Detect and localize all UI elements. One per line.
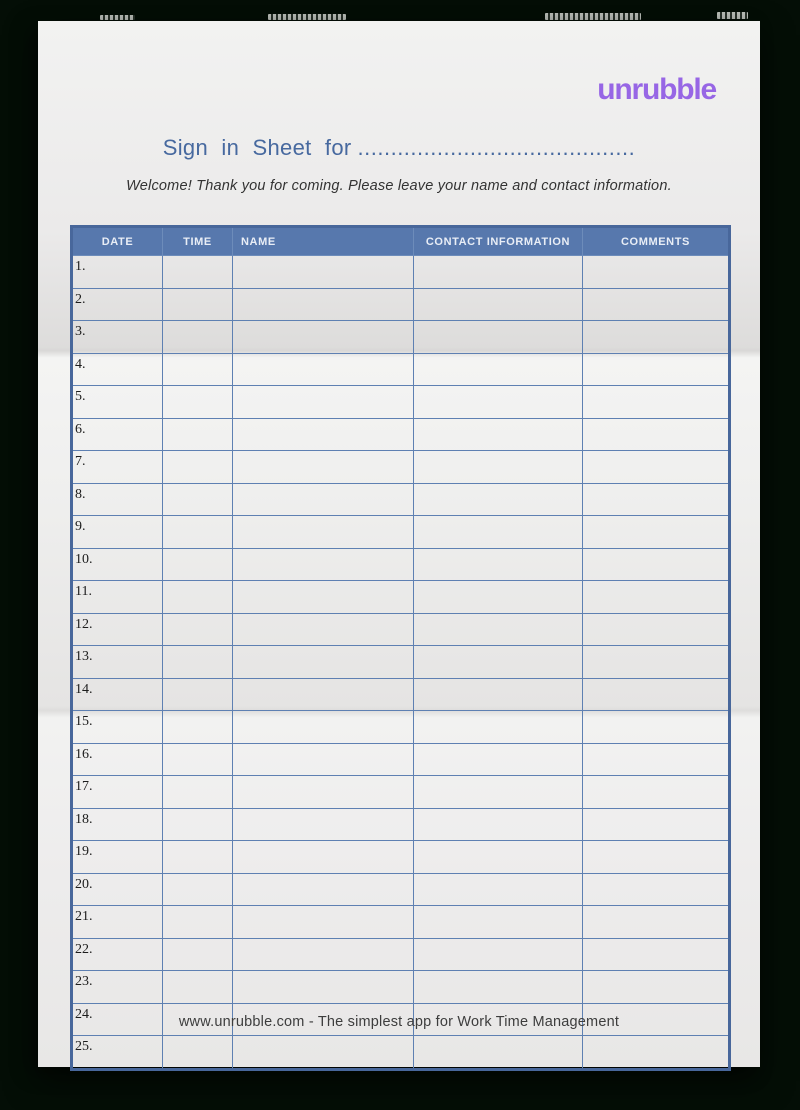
row-number: 15.: [72, 711, 163, 744]
row-number: 10.: [72, 548, 163, 581]
table-row: [72, 548, 730, 581]
cropped-text-fragment: [545, 13, 641, 20]
table-row: [72, 938, 730, 971]
footer-text: www.unrubble.com - The simplest app for Work Time Management: [178, 1014, 620, 1030]
name-cell: [233, 711, 414, 744]
comments-cell: [583, 386, 730, 419]
row-number: 13.: [72, 646, 163, 679]
row-number: 24.: [72, 1003, 163, 1036]
name-cell: [233, 873, 414, 906]
comments-cell: [583, 548, 730, 581]
comments-cell: [583, 938, 730, 971]
table-body: [72, 256, 730, 1070]
column-header-contact-information: CONTACT INFORMATION: [414, 227, 583, 256]
contact-information-cell: [414, 418, 583, 451]
table-row: [72, 418, 730, 451]
date-cell: [163, 548, 233, 581]
date-cell: [163, 516, 233, 549]
row-number: 5.: [72, 386, 163, 419]
comments-cell: [583, 581, 730, 614]
date-cell: [163, 743, 233, 776]
table-row: [72, 743, 730, 776]
contact-information-cell: [414, 288, 583, 321]
name-cell: [233, 386, 414, 419]
date-cell: [163, 418, 233, 451]
comments-cell: [583, 906, 730, 939]
row-number: 20.: [72, 873, 163, 906]
name-cell: [233, 288, 414, 321]
row-number: 7.: [72, 451, 163, 484]
row-number: 17.: [72, 776, 163, 809]
date-cell: [163, 711, 233, 744]
contact-information-cell: [414, 873, 583, 906]
row-number: 4.: [72, 353, 163, 386]
table-row: [72, 386, 730, 419]
table-row: [72, 1036, 730, 1070]
table-row: [72, 873, 730, 906]
contact-information-cell: [414, 581, 583, 614]
comments-cell: [583, 873, 730, 906]
title-text: Sign in Sheet for: [162, 135, 352, 160]
row-number: 3.: [72, 321, 163, 354]
name-cell: [233, 808, 414, 841]
date-cell: [163, 288, 233, 321]
title-fill-in-line: ..........................................: [357, 135, 636, 160]
table-row: [72, 776, 730, 809]
table-row: [72, 906, 730, 939]
name-cell: [233, 321, 414, 354]
name-cell: [233, 971, 414, 1004]
name-cell: [233, 451, 414, 484]
sign-in-table: [70, 225, 731, 1071]
table-row: [72, 678, 730, 711]
name-cell: [233, 581, 414, 614]
row-number: 23.: [72, 971, 163, 1004]
name-cell: [233, 776, 414, 809]
name-cell: [233, 516, 414, 549]
row-number: 9.: [72, 516, 163, 549]
contact-information-cell: [414, 776, 583, 809]
comments-cell: [583, 483, 730, 516]
date-cell: [163, 256, 233, 289]
contact-information-cell: [414, 1036, 583, 1070]
page-title: [38, 135, 760, 161]
name-cell: [233, 1036, 414, 1070]
table-row: [72, 321, 730, 354]
comments-cell: [583, 353, 730, 386]
table-row: [72, 971, 730, 1004]
sign-in-sheet-page: [38, 21, 760, 1067]
date-cell: [163, 451, 233, 484]
row-number: 16.: [72, 743, 163, 776]
comments-cell: [583, 711, 730, 744]
comments-cell: [583, 841, 730, 874]
contact-information-cell: [414, 841, 583, 874]
contact-information-cell: [414, 906, 583, 939]
contact-information-cell: [414, 386, 583, 419]
cropped-text-fragment: [717, 12, 748, 19]
date-cell: [163, 776, 233, 809]
comments-cell: [583, 613, 730, 646]
date-cell: [163, 841, 233, 874]
name-cell: [233, 841, 414, 874]
comments-cell: [583, 1036, 730, 1070]
table-row: [72, 516, 730, 549]
table-row: [72, 711, 730, 744]
contact-information-cell: [414, 548, 583, 581]
table-row: [72, 256, 730, 289]
welcome-note: Welcome! Thank you for coming. Please leave your name and contact information.: [126, 178, 672, 194]
comments-cell: [583, 451, 730, 484]
row-number: 21.: [72, 906, 163, 939]
contact-information-cell: [414, 971, 583, 1004]
table-row: [72, 841, 730, 874]
table-row: [72, 613, 730, 646]
date-cell: [163, 581, 233, 614]
column-header-date: DATE: [72, 227, 163, 256]
name-cell: [233, 743, 414, 776]
table-row: [72, 451, 730, 484]
row-number: 11.: [72, 581, 163, 614]
name-cell: [233, 646, 414, 679]
date-cell: [163, 808, 233, 841]
row-number: 18.: [72, 808, 163, 841]
name-cell: [233, 906, 414, 939]
comments-cell: [583, 678, 730, 711]
date-cell: [163, 971, 233, 1004]
comments-cell: [583, 321, 730, 354]
column-header-comments: COMMENTS: [583, 227, 730, 256]
contact-information-cell: [414, 938, 583, 971]
name-cell: [233, 613, 414, 646]
row-number: 2.: [72, 288, 163, 321]
name-cell: [233, 418, 414, 451]
date-cell: [163, 678, 233, 711]
comments-cell: [583, 646, 730, 679]
name-cell: [233, 938, 414, 971]
row-number: 1.: [72, 256, 163, 289]
contact-information-cell: [414, 321, 583, 354]
date-cell: [163, 938, 233, 971]
name-cell: [233, 483, 414, 516]
name-cell: [233, 256, 414, 289]
table-row: [72, 288, 730, 321]
contact-information-cell: [414, 743, 583, 776]
cropped-text-fragment: [100, 15, 135, 20]
column-header-name: NAME: [233, 227, 414, 256]
table-row: [72, 808, 730, 841]
date-cell: [163, 353, 233, 386]
date-cell: [163, 613, 233, 646]
row-number: 19.: [72, 841, 163, 874]
date-cell: [163, 483, 233, 516]
contact-information-cell: [414, 516, 583, 549]
contact-information-cell: [414, 353, 583, 386]
comments-cell: [583, 971, 730, 1004]
date-cell: [163, 906, 233, 939]
date-cell: [163, 321, 233, 354]
comments-cell: [583, 743, 730, 776]
table-row: [72, 353, 730, 386]
name-cell: [233, 548, 414, 581]
contact-information-cell: [414, 451, 583, 484]
column-header-time: TIME: [163, 227, 233, 256]
unrubble-logo: unrubble: [597, 73, 716, 106]
name-cell: [233, 353, 414, 386]
row-number: 8.: [72, 483, 163, 516]
table-row: [72, 483, 730, 516]
cropped-text-fragment: [268, 14, 346, 20]
table-row: [72, 581, 730, 614]
date-cell: [163, 873, 233, 906]
contact-information-cell: [414, 613, 583, 646]
date-cell: [163, 646, 233, 679]
contact-information-cell: [414, 808, 583, 841]
name-cell: [233, 678, 414, 711]
contact-information-cell: [414, 711, 583, 744]
date-cell: [163, 1036, 233, 1070]
row-number: 6.: [72, 418, 163, 451]
table-header: [72, 227, 730, 256]
contact-information-cell: [414, 646, 583, 679]
comments-cell: [583, 516, 730, 549]
comments-cell: [583, 288, 730, 321]
row-number: 22.: [72, 938, 163, 971]
table-row: [72, 646, 730, 679]
row-number: 25.: [72, 1036, 163, 1070]
row-number: 12.: [72, 613, 163, 646]
contact-information-cell: [414, 483, 583, 516]
contact-information-cell: [414, 678, 583, 711]
date-cell: [163, 386, 233, 419]
comments-cell: [583, 418, 730, 451]
comments-cell: [583, 808, 730, 841]
contact-information-cell: [414, 256, 583, 289]
row-number: 14.: [72, 678, 163, 711]
comments-cell: [583, 256, 730, 289]
comments-cell: [583, 776, 730, 809]
